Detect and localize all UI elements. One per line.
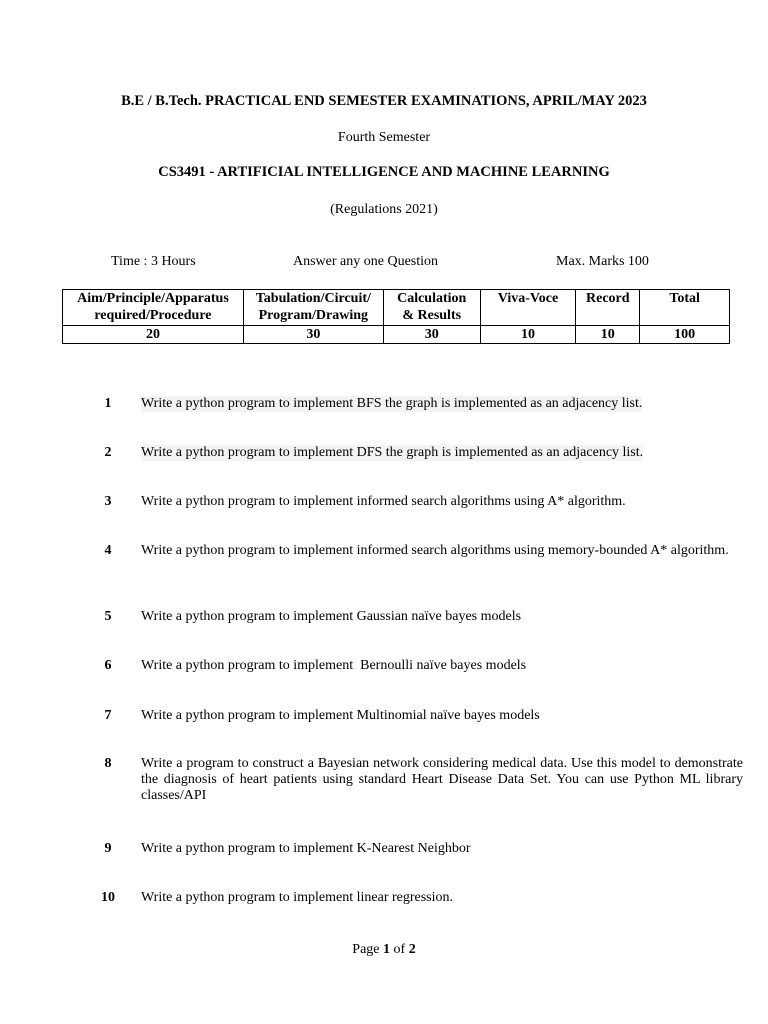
question-text: Write a python program to implement Multinomial naïve bayes models [141, 708, 540, 723]
question-text: Write a program to construct a Bayesian network considering medical data. Use this model to demonstrate the diagnosis of heart patients using standard Heart Disease Data Set. You can use Python ML library classes/API [141, 756, 743, 803]
time-label: Time : 3 Hours [111, 254, 196, 269]
value-calculation: 30 [383, 326, 480, 344]
question-text: Write a python program to implement Gaussian naïve bayes models [141, 609, 522, 624]
question-number: 10 [101, 890, 115, 905]
question-text: Write a python program to implement Bernoulli naïve bayes models [141, 658, 527, 673]
header-tabulation: Tabulation/Circuit/ Program/Drawing [243, 290, 383, 326]
header-record: Record [576, 290, 640, 326]
value-tabulation: 30 [243, 326, 383, 344]
exam-title: B.E / B.Tech. PRACTICAL END SEMESTER EXAMINATIONS, APRIL/MAY 2023 [121, 93, 647, 109]
page-of-label: of [393, 942, 406, 957]
header-calculation: Calculation & Results [383, 290, 480, 326]
question-number: 1 [104, 396, 112, 411]
header-aim: Aim/Principle/Apparatus required/Procedure [63, 290, 244, 326]
page-current: 1 [383, 942, 391, 957]
page-label: Page [352, 942, 380, 957]
value-viva-voce: 10 [480, 326, 576, 344]
marks-table-header-row [63, 290, 730, 326]
question-number: 7 [104, 708, 112, 723]
question-number: 4 [104, 543, 112, 558]
marks-table [62, 289, 730, 344]
question-text: Write a python program to implement DFS the graph is implemented as an adjacency list. [141, 445, 644, 460]
page-footer [0, 942, 768, 958]
instruction-label: Answer any one Question [293, 254, 439, 269]
question-text: Write a python program to implement informed search algorithms using A* algorithm. [141, 494, 626, 509]
subject-title: CS3491 - ARTIFICIAL INTELLIGENCE AND MACHINE LEARNING [158, 164, 610, 180]
question-text: Write a python program to implement K-Nearest Neighbor [141, 841, 471, 856]
question-number: 2 [104, 445, 112, 460]
value-aim: 20 [63, 326, 244, 344]
question-number: 3 [104, 494, 112, 509]
page-total: 2 [408, 942, 416, 957]
header-total: Total [640, 290, 730, 326]
question-text: Write a python program to implement BFS the graph is implemented as an adjacency list. [141, 396, 643, 411]
max-marks-label: Max. Marks 100 [556, 254, 649, 269]
question-text: Write a python program to implement informed search algorithms using memory-bounded A* algorithm. [141, 543, 729, 558]
question-number: 8 [104, 756, 112, 771]
question-number: 9 [104, 841, 112, 856]
question-number: 5 [104, 609, 112, 624]
header-viva-voce: Viva-Voce [480, 290, 576, 326]
question-number: 6 [104, 658, 112, 673]
regulations-label: (Regulations 2021) [330, 202, 438, 217]
question-text: Write a python program to implement linear regression. [141, 890, 454, 905]
value-total: 100 [640, 326, 730, 344]
marks-table-values-row [63, 326, 730, 344]
semester-label: Fourth Semester [337, 130, 431, 145]
value-record: 10 [576, 326, 640, 344]
